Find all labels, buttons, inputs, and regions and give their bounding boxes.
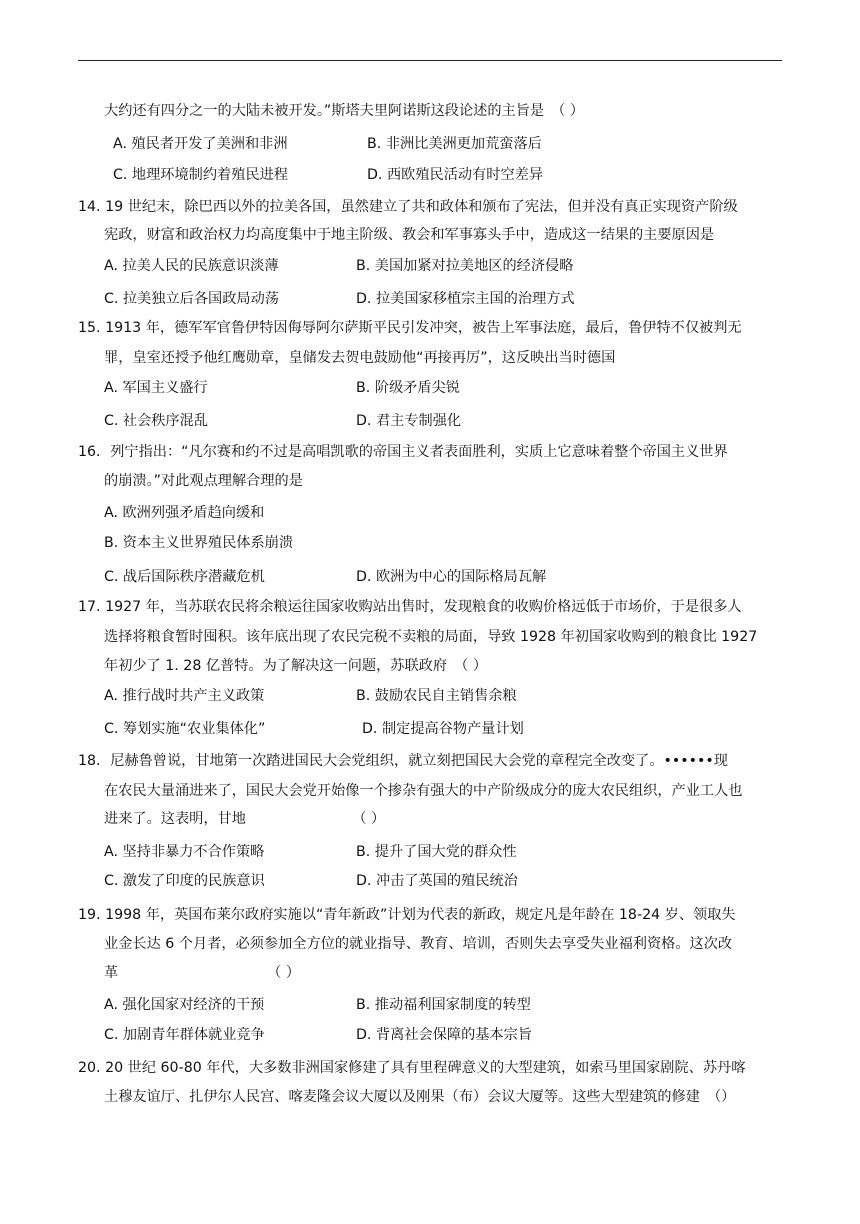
q16-option-d[interactable]: D. 欧洲为中心的国际格局瓦解	[356, 569, 547, 585]
q16-option-c[interactable]: C. 战后国际秩序潜藏危机	[104, 569, 265, 585]
q14-option-d[interactable]: D. 拉美国家移植宗主国的治理方式	[356, 291, 575, 307]
q14-option-a[interactable]: A. 拉美人民的民族意识淡薄	[104, 258, 279, 274]
q18-option-b[interactable]: B. 提升了国大党的群众性	[356, 844, 517, 860]
q19-stem-line-1: 19. 1998 年，英国布莱尔政府实施以“青年新政”计划为代表的新政，规定凡是年龄在 18-24 岁、领取失	[78, 907, 736, 923]
q19-option-a[interactable]: A. 强化国家对经济的干预	[104, 997, 265, 1013]
q16-option-b[interactable]: B. 资本主义世界殖民体系崩溃	[104, 535, 294, 551]
q15-stem-line-2: 罪，皇室还授予他红鹰勋章，皇储发去贺电鼓励他“再接再厉”，这反映出当时德国	[104, 350, 616, 366]
q14-stem-line-1: 14. 19 世纪末，除巴西以外的拉美各国，虽然建立了共和政体和颁布了宪法，但并没有真正实现资产阶级	[78, 199, 738, 215]
q13-option-c[interactable]: C. 地理环境制约着殖民进程	[113, 167, 288, 183]
q17-option-d[interactable]: D. 制定提高谷物产量计划	[362, 721, 524, 737]
q18-option-a[interactable]: A. 坚持非暴力不合作策略	[104, 844, 265, 860]
q15-option-a[interactable]: A. 军国主义盛行	[104, 380, 208, 396]
q15-option-d[interactable]: D. 君主专制强化	[356, 413, 462, 429]
q17-stem-line-1: 17. 1927 年，当苏联农民将余粮运往国家收购站出售时，发现粮食的收购价格远低于市场价，于是很多人	[78, 599, 742, 615]
q18-option-d[interactable]: D. 冲击了英国的殖民统治	[356, 873, 518, 889]
q19-option-c[interactable]: C. 加剧青年群体就业竞争	[104, 1027, 265, 1043]
q19-option-d[interactable]: D. 背离社会保障的基本宗旨	[356, 1027, 533, 1043]
q13-option-a[interactable]: A. 殖民者开发了美洲和非洲	[113, 136, 288, 152]
q16-stem-line-1: 16．列宁指出：“凡尔赛和约不过是高唱凯歌的帝国主义者表面胜利，实质上它意味着整个帝国主义世界	[78, 444, 728, 460]
q13-stem-line: 大约还有四分之一的大陆未被开发。”斯塔夫里阿诺斯这段论述的主旨是 （ ）	[104, 103, 585, 119]
q19-stem-line-3: 革 （ ）	[104, 965, 301, 981]
q14-stem-line-2: 宪政，财富和政治权力均高度集中于地主阶级、教会和军事寡头手中，造成这一结果的主要原因是	[104, 227, 715, 243]
q14-option-c[interactable]: C. 拉美独立后各国政局动荡	[104, 291, 279, 307]
q20-stem-line-2: 土穆友谊厅、扎伊尔人民宫、喀麦隆会议大厦以及刚果（布）会议大厦等。这些大型建筑的修建 （）	[104, 1089, 736, 1105]
q20-stem-line-1: 20. 20 世纪 60-80 年代，大多数非洲国家修建了具有里程碑意义的大型建筑，如索马里国家剧院、苏丹喀	[78, 1060, 746, 1076]
header-rule	[78, 60, 782, 61]
q17-option-c[interactable]: C. 筹划实施“农业集体化”	[104, 721, 266, 737]
q19-stem-line-2: 业金长达 6 个月者，必须参加全方位的就业指导、教育、培训，否则失去享受失业福利资格。这次改	[104, 936, 733, 952]
q18-stem-line-1: 18．尼赫鲁曾说，甘地第一次踏进国民大会党组织，就立刻把国民大会党的章程完全改变了。••••••现	[78, 753, 728, 769]
q15-option-b[interactable]: B. 阶级矛盾尖锐	[356, 380, 460, 396]
q16-option-a[interactable]: A. 欧洲列强矛盾趋向缓和	[104, 505, 265, 521]
q17-stem-line-2: 选择将粮食暂时囤积。该年底出现了农民完税不卖粮的局面，导致 1928 年初国家收购到的粮食比 1927	[104, 629, 758, 645]
q18-option-c[interactable]: C. 激发了印度的民族意识	[104, 873, 265, 889]
q14-option-b[interactable]: B. 美国加紧对拉美地区的经济侵略	[356, 258, 574, 274]
q15-option-c[interactable]: C. 社会秩序混乱	[104, 413, 209, 429]
q13-option-d[interactable]: D. 西欧殖民活动有时空差异	[367, 167, 544, 183]
q19-option-b[interactable]: B. 推动福利国家制度的转型	[356, 997, 531, 1013]
q17-option-b[interactable]: B. 鼓励农民自主销售余粮	[356, 688, 517, 704]
q18-stem-line-3: 进来了。这表明，甘地 （ ）	[104, 811, 386, 827]
q15-stem-line-1: 15. 1913 年，德军军官鲁伊特因侮辱阿尔萨斯平民引发冲突，被告上军事法庭，最后，鲁伊特不仅被判无	[78, 320, 742, 336]
q18-stem-line-2: 在农民大量涌进来了，国民大会党开始像一个掺杂有强大的中产阶级成分的庞大农民组织，产业工人也	[104, 783, 743, 799]
q13-option-b[interactable]: B. 非洲比美洲更加荒蛮落后	[367, 136, 542, 152]
q17-option-a[interactable]: A. 推行战时共产主义政策	[104, 688, 265, 704]
q17-stem-line-3: 年初少了 1. 28 亿普特。为了解决这一问题，苏联政府 （ ）	[104, 658, 488, 674]
q16-stem-line-2: 的崩溃。”对此观点理解合理的是	[104, 473, 303, 489]
